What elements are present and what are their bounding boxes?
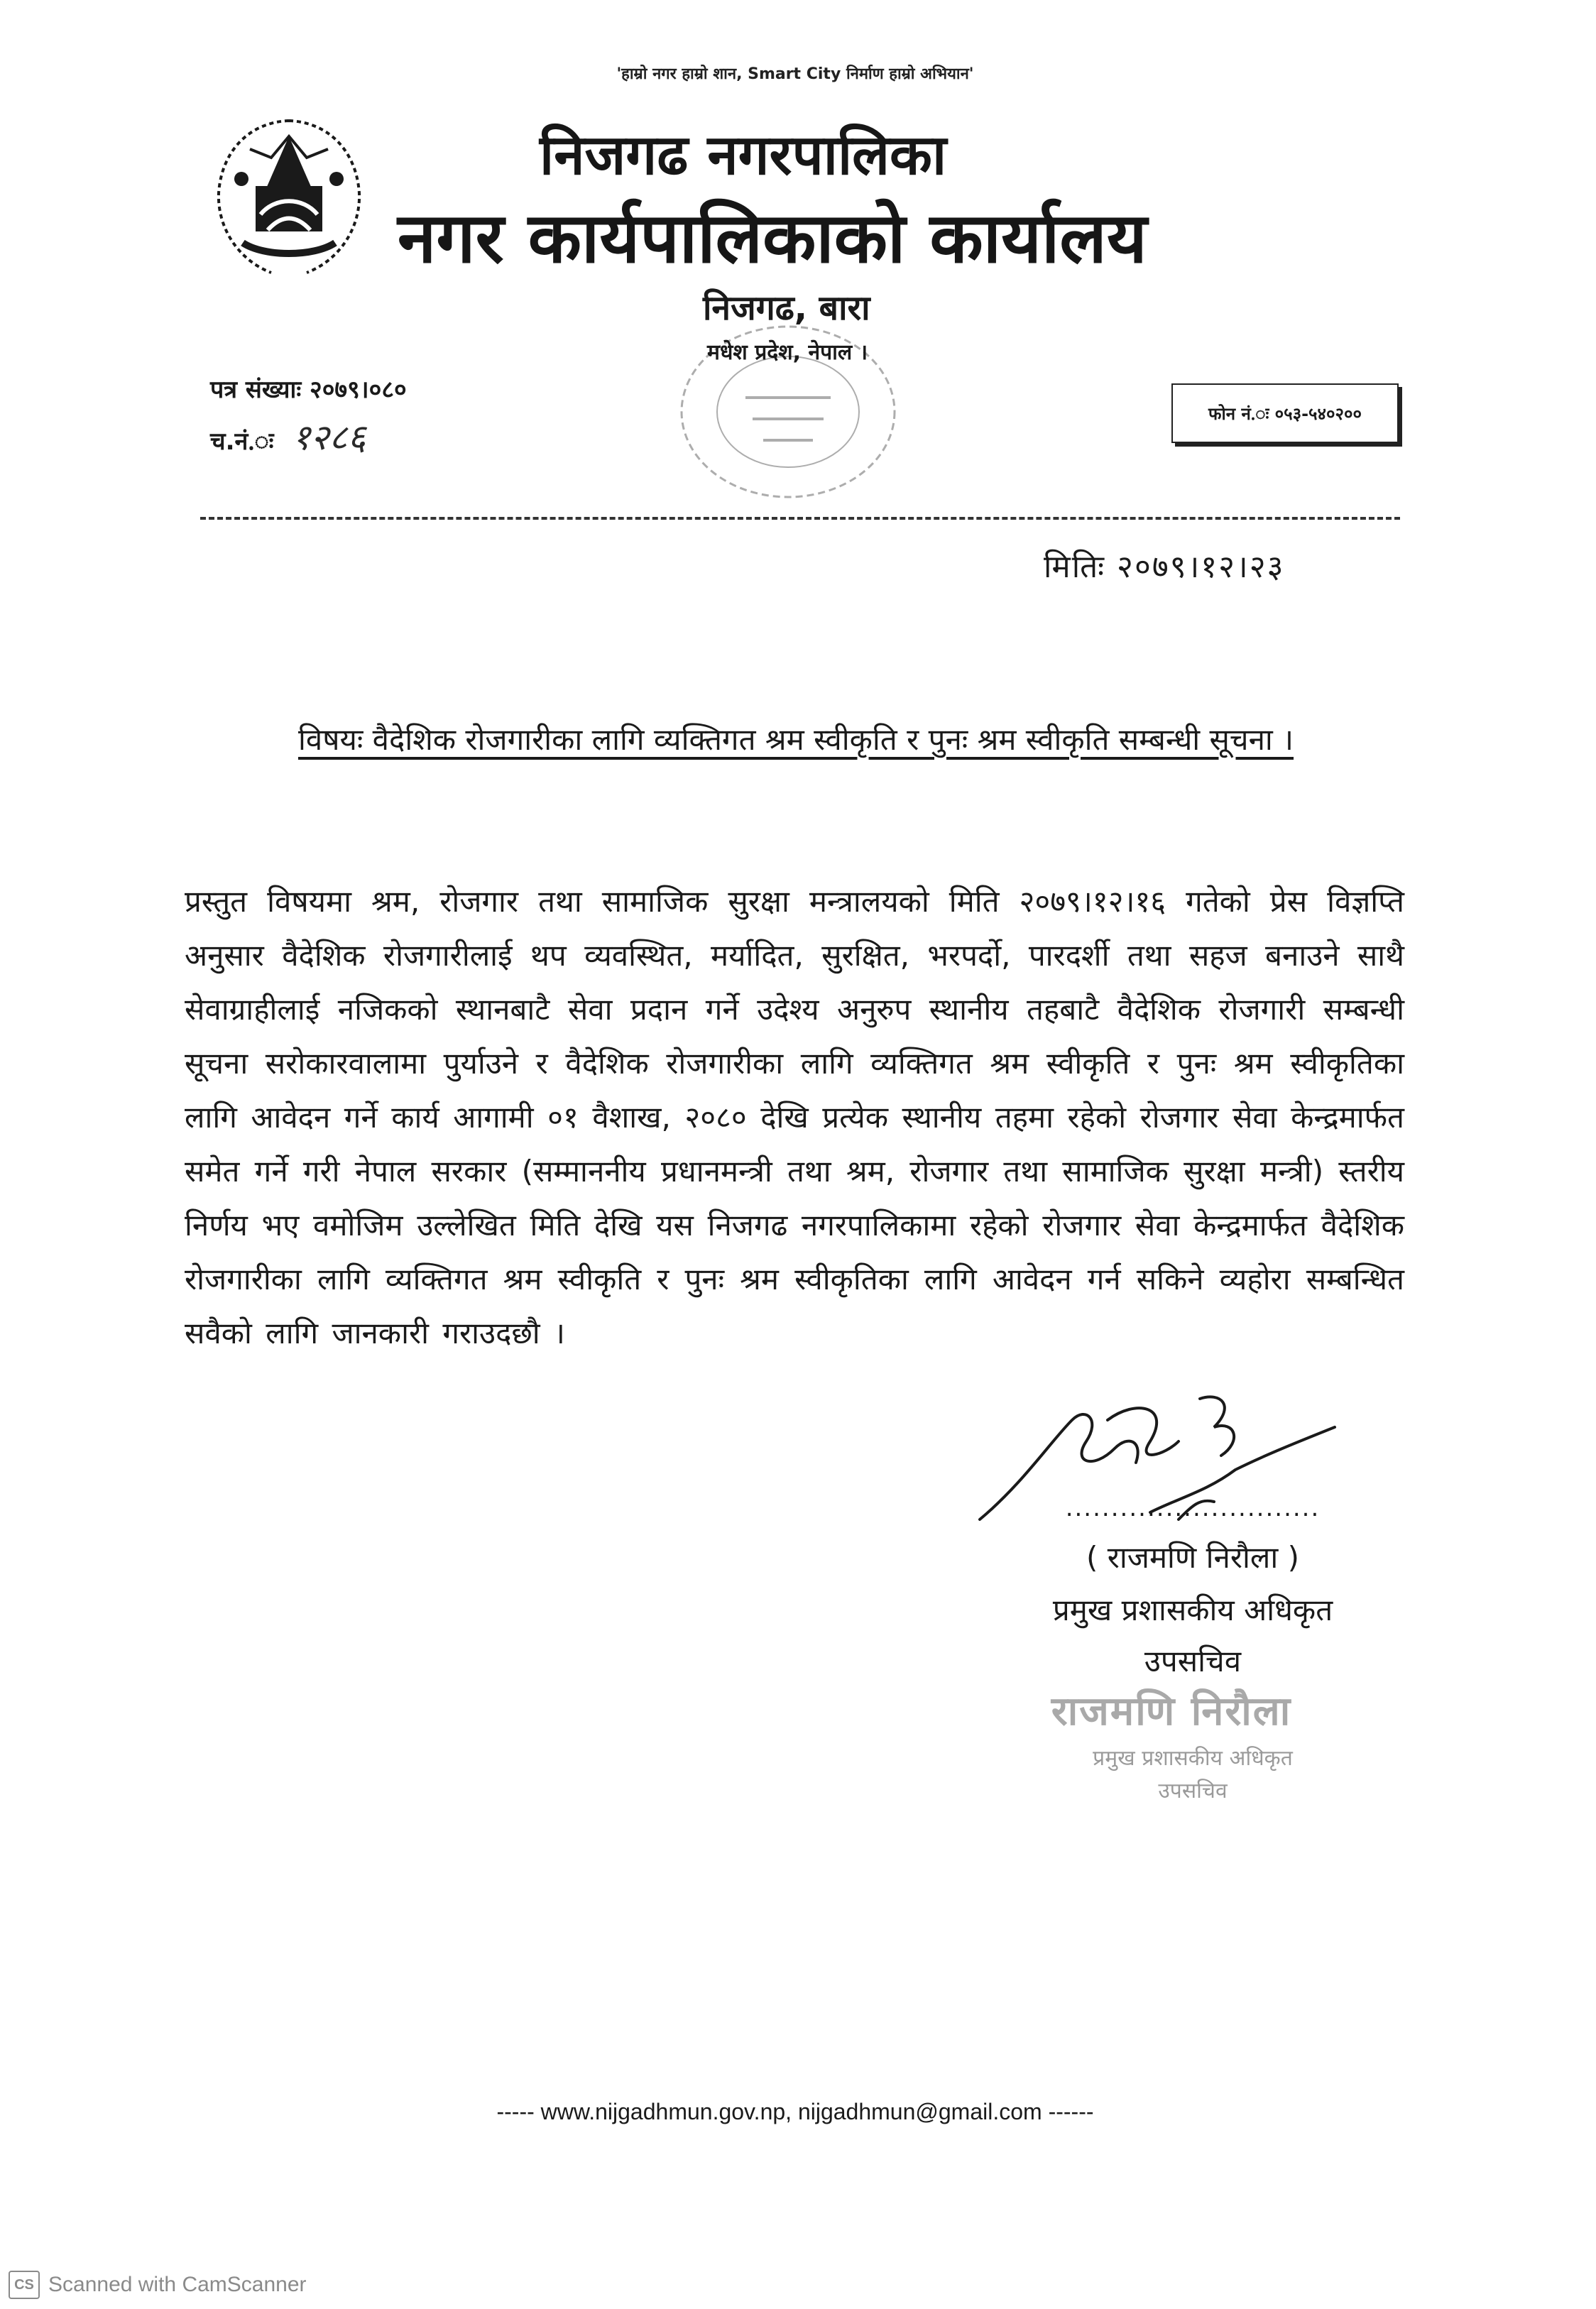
letter-number-label: पत्र संख्याः [210,376,302,404]
seal-rank: उपसचिव [1158,1779,1228,1803]
body-paragraph: प्रस्तुत विषयमा श्रम, रोजगार तथा सामाजिक सुरक्षा मन्त्रालयको मिति २०७९।१२।१६ गतेको प्रेस विज्ञप्ति अनुसार वैदेशिक रोजगारीलाई थप व्यवस्थित, मर्यादित, सुरक्षित, भरपर्दो, पारदर्शी तथा सहज बनाउने साथै सेवाग्राहीलाई नजिकको स्थानबाटै सेवा प्रदान गर्ने उदेश्य अनुरुप स्थानीय तहबाटै वैदेशिक रोजगारी सम्बन्धी सूचना सरोकारवालामा पुर्याउने र वैदेशिक रोजगारीका लागि व्यक्तिगत श्रम स्वीकृति र पुनः श्रम स्वीकृतिका लागि आवेदन गर्ने कार्य आगामी ०१ वैशाख, २०८० देखि प्रत्येक स्थानीय तहमा रहेको रोजगार सेवा केन्द्रमार्फत समेत गर्ने गरी नेपाल सरकार (सम्माननीय प्रधानमन्त्री तथा श्रम, रोजगार तथा सामाजिक सुरक्षा मन्त्री) स्तरीय निर्णय भए वमोजिम उल्लेखित मिति देखि यस निजगढ नगरपालिकामा रहेको रोजगार सेवा केन्द्रमार्फत वैदेशिक रोजगारीका लागि व्यक्तिगत श्रम स्वीकृति र पुनः श्रम स्वीकृतिका लागि आवेदन गर्न सकिने व्यहोरा सम्बन्धित सवैको लागि जानकारी गराउदछौ । [185,884,1404,1350]
seal-title: प्रमुख प्रशासकीय अधिकृत [1093,1746,1293,1771]
letter-number [210,372,407,405]
signatory-rank: उपसचिव [1144,1644,1242,1678]
footer-contact: ----- www.nijgadhmun.gov.np, nijgadhmun@gmail.com ------ [496,2099,1094,2124]
signatory-name: ( राजमणि निरौला ) [1086,1540,1299,1575]
letter-date: मितिः २०७९।१२।२३ [1044,549,1285,585]
scanner-text: Scanned with CamScanner [48,2273,307,2296]
handwritten-signature-icon [966,1377,1392,1548]
nepal-emblem-icon [200,108,378,285]
letter-number-value: २०७९।०८० [310,376,407,404]
location-line-2: मधेश प्रदेश, नेपाल । [707,340,868,365]
seal-name: राजमणि निरौला [1051,1688,1292,1735]
dispatch-number-label: च.नं.ः [210,427,274,456]
camscanner-logo-icon: CS [9,2271,40,2299]
office-name: नगर कार्यपालिकाको कार्यालय [398,198,1147,279]
scanner-watermark [9,2271,307,2299]
header-divider [200,517,1400,520]
motto: 'हाम्रो नगर हाम्रो शान, Smart City निर्माण हाम्रो अभियान' [616,65,974,83]
location-line-1: निजगढ, बारा [703,288,870,328]
municipality-name: निजगढ नगरपालिका [540,124,947,187]
subject-line: विषयः वैदेशिक रोजगारीका लागि व्यक्तिगत श्रम स्वीकृति र पुनः श्रम स्वीकृति सम्बन्धी सूचना । [297,722,1294,757]
signature-dotted-line: ............................ [1065,1494,1321,1522]
dispatch-number-value: १२८६ [292,417,366,458]
dispatch-number [210,412,366,460]
signatory-title: प्रमुख प्रशासकीय अधिकृत [1052,1593,1333,1627]
phone-box: फोन नं.ः ०५३-५४०२०० [1171,383,1399,443]
